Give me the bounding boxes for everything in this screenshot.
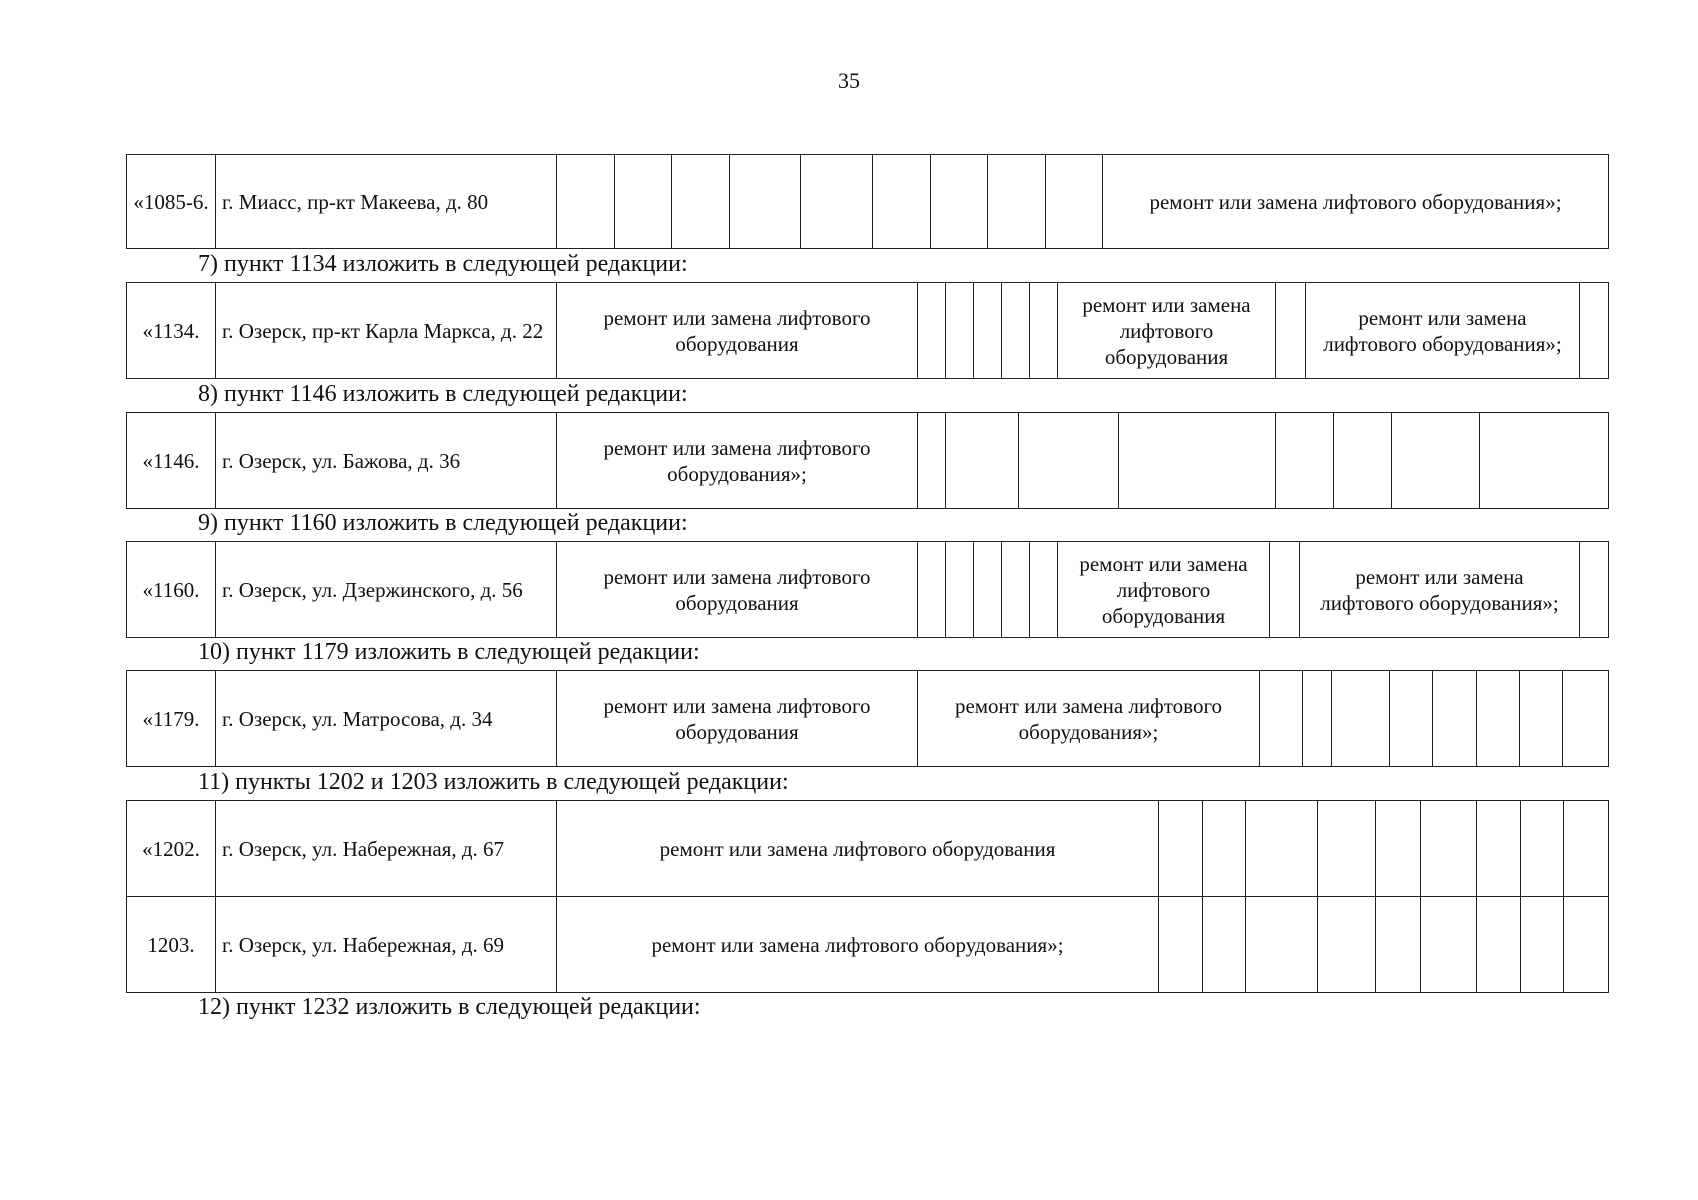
table-row <box>127 155 1609 249</box>
item-address: г. Озерск, ул. Дзержинского, д. 56 <box>216 542 557 638</box>
work-description: ремонт или замена лифтового оборудования <box>1058 283 1276 379</box>
work-description: ремонт или замена лифтового оборудования <box>1058 542 1270 638</box>
work-description: ремонт или замена лифтового оборудования <box>557 283 918 379</box>
item-number: «1179. <box>127 671 216 767</box>
table-item-1160 <box>126 541 1609 638</box>
work-description: ремонт или замена лифтового оборудования»; <box>1306 283 1580 379</box>
table-item-1134 <box>126 282 1609 379</box>
item-number: «1202. <box>127 801 216 897</box>
item-address: г. Озерск, ул. Набережная, д. 69 <box>216 897 557 993</box>
table-row <box>127 801 1609 897</box>
instruction-10: 10) пункт 1179 изложить в следующей редакции: <box>198 639 700 665</box>
item-address: г. Озерск, пр-кт Карла Маркса, д. 22 <box>216 283 557 379</box>
instruction-9: 9) пункт 1160 изложить в следующей редакции: <box>198 510 688 536</box>
instruction-7: 7) пункт 1134 изложить в следующей редакции: <box>198 251 688 277</box>
work-description: ремонт или замена лифтового оборудования»; <box>557 413 918 509</box>
page-number: 35 <box>838 68 860 93</box>
table-item-1146 <box>126 412 1609 509</box>
work-description: ремонт или замена лифтового оборудования»; <box>918 671 1260 767</box>
item-number: «1146. <box>127 413 216 509</box>
table-row <box>127 542 1609 638</box>
table-item-1085-6 <box>126 154 1609 249</box>
work-description: ремонт или замена лифтового оборудования»; <box>1300 542 1580 638</box>
item-number: «1134. <box>127 283 216 379</box>
table-items-1202-1203 <box>126 800 1609 993</box>
instruction-8: 8) пункт 1146 изложить в следующей редакции: <box>198 381 688 407</box>
table-row <box>127 897 1609 993</box>
item-number: «1160. <box>127 542 216 638</box>
item-address: г. Озерск, ул. Матросова, д. 34 <box>216 671 557 767</box>
instruction-12: 12) пункт 1232 изложить в следующей редакции: <box>198 994 701 1020</box>
work-description: ремонт или замена лифтового оборудования <box>557 801 1159 897</box>
table-row <box>127 671 1609 767</box>
table-row <box>127 413 1609 509</box>
table-row <box>127 283 1609 379</box>
table-item-1179 <box>126 670 1609 767</box>
work-description: ремонт или замена лифтового оборудования»; <box>557 897 1159 993</box>
item-number: 1203. <box>127 897 216 993</box>
instruction-11: 11) пункты 1202 и 1203 изложить в следующей редакции: <box>198 769 789 795</box>
item-address: г. Озерск, ул. Набережная, д. 67 <box>216 801 557 897</box>
work-description: ремонт или замена лифтового оборудования <box>557 542 918 638</box>
item-address: г. Озерск, ул. Бажова, д. 36 <box>216 413 557 509</box>
item-number: «1085-6. <box>127 155 216 249</box>
item-address: г. Миасс, пр-кт Макеева, д. 80 <box>216 155 557 249</box>
work-description: ремонт или замена лифтового оборудования»; <box>1103 155 1609 249</box>
work-description: ремонт или замена лифтового оборудования <box>557 671 918 767</box>
